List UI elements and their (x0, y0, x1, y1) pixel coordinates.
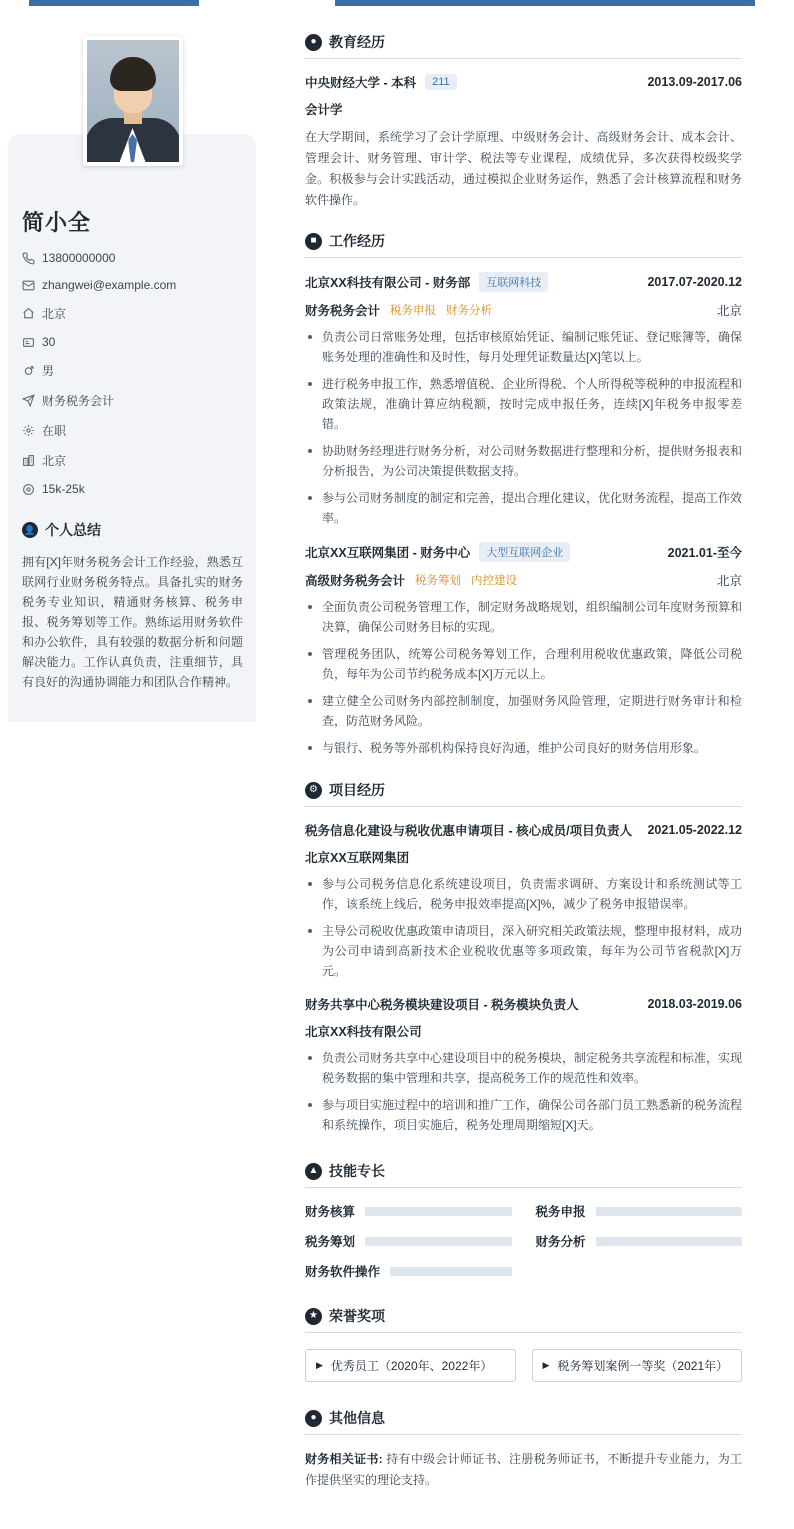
list-item: 建立健全公司财务内部控制制度，加强财务风险管理，定期进行财务审计和检查，防范财务风险。 (305, 691, 742, 731)
briefcase-icon: ■ (305, 233, 322, 250)
contact-home (22, 305, 243, 322)
section-work-header (305, 231, 742, 258)
skill-bar (365, 1237, 511, 1246)
section-honors-header (305, 1306, 742, 1333)
skill-label: 财务分析 (535, 1235, 586, 1249)
work-skill-tag: 税务筹划 (415, 575, 462, 587)
other-text: 持有中级会计师证书、注册税务师证书，不断提升专业能力，为工作提供坚实的理论支持。 (305, 1452, 742, 1487)
section-education-title: 教育经历 (329, 34, 385, 50)
honor-item (305, 1349, 516, 1382)
section-work-title: 工作经历 (329, 233, 385, 249)
section-honors (305, 1306, 742, 1382)
list-item: 与银行、税务等外部机构保持良好沟通，维护公司良好的财务信用形象。 (305, 738, 742, 758)
section-projects-header (305, 780, 742, 807)
project-date: 2018.03-2019.06 (647, 997, 742, 1011)
contact-gender-value: 男 (42, 364, 55, 378)
section-skills-header (305, 1161, 742, 1188)
work-company: 北京XX科技有限公司 - 财务部 (305, 276, 471, 290)
contact-home-value: 北京 (42, 307, 67, 321)
project-entry (305, 821, 742, 981)
list-item: 负责公司日常账务处理，包括审核原始凭证、编制记账凭证、登记账簿等，确保账务处理的准确性和及时性，每月处理凭证数量达[X]笔以上。 (305, 327, 742, 367)
triangle-icon: ▶ (542, 1360, 550, 1370)
contact-salary (22, 482, 243, 496)
project-bullets (305, 874, 742, 981)
section-other-title: 其他信息 (329, 1410, 385, 1426)
work-entry (305, 542, 742, 758)
work-date: 2017.07-2020.12 (647, 275, 742, 289)
position-icon (22, 394, 42, 407)
work-company: 北京XX互联网集团 - 财务中心 (305, 546, 471, 560)
mail-icon (22, 279, 42, 292)
contact-city (22, 452, 243, 469)
project-org: 北京XX互联网集团 (305, 851, 410, 865)
salary-icon (22, 483, 42, 496)
contact-salary-value: 15k-25k (42, 482, 85, 496)
work-date: 2021.01-至今 (667, 546, 742, 560)
home-icon (22, 307, 42, 320)
education-school: 中央财经大学 - 本科 (305, 76, 417, 90)
work-bullets (305, 597, 742, 758)
skill-item (536, 1232, 743, 1250)
list-item: 参与项目实施过程中的培训和推广工作，确保公司各部门员工熟悉新的税务流程和系统操作，项目实施后，税务处理周期缩短[X]天。 (305, 1095, 742, 1135)
skill-item (536, 1202, 743, 1220)
contact-phone-value: 13800000000 (42, 251, 116, 265)
contact-phone (22, 251, 243, 265)
skill-bar (390, 1267, 511, 1276)
sidebar (0, 6, 265, 722)
work-entry (305, 272, 742, 528)
contact-position-value: 财务税务会计 (42, 394, 115, 408)
status-icon (22, 424, 42, 437)
list-item: 主导公司税收优惠政策申请项目，深入研究相关政策法规，整理申报材料，成功为公司申请到高新技术企业税收优惠等多项政策，每年为公司节省税款[X]万元。 (305, 921, 742, 981)
skill-item (305, 1262, 512, 1280)
info-icon: ● (305, 1410, 322, 1427)
list-item: 协助财务经理进行财务分析，对公司财务数据进行整理和分析，提供财务报表和分析报告，为公司决策提供数据支持。 (305, 441, 742, 481)
portrait-photo (87, 40, 179, 162)
work-location: 北京 (716, 304, 742, 318)
section-projects-title: 项目经历 (329, 782, 385, 798)
section-skills (305, 1161, 742, 1280)
skill-label: 财务核算 (305, 1205, 356, 1219)
skill-label: 税务申报 (535, 1205, 586, 1219)
section-other (305, 1408, 742, 1491)
skill-bar (596, 1237, 742, 1246)
list-item: 管理税务团队，统筹公司税务筹划工作，合理利用税收优惠政策，降低公司税负，每年为公司节约税务成本[X]万元以上。 (305, 644, 742, 684)
accent-bar-right (335, 0, 755, 6)
work-skill-tag: 财务分析 (446, 305, 493, 317)
list-item: 参与公司财务制度的制定和完善，提出合理化建议，优化财务流程，提高工作效率。 (305, 488, 742, 528)
education-entry (305, 73, 742, 211)
work-role: 财务税务会计 (305, 304, 381, 318)
main-content (265, 6, 794, 1529)
skill-bar (596, 1207, 742, 1216)
honor-item (532, 1349, 743, 1382)
triangle-icon: ▶ (316, 1360, 323, 1370)
work-location: 北京 (716, 574, 742, 588)
contact-email (22, 278, 243, 292)
skill-item (305, 1202, 512, 1220)
contact-city-value: 北京 (42, 454, 67, 468)
project-date: 2021.05-2022.12 (647, 823, 742, 837)
work-skill-tag: 税务申报 (390, 305, 437, 317)
project-title: 税务信息化建设与税收优惠申请项目 - 核心成员/项目负责人 (305, 824, 633, 838)
award-icon: ★ (305, 1308, 322, 1325)
section-education-header (305, 32, 742, 59)
project-org: 北京XX科技有限公司 (305, 1025, 422, 1039)
work-tag: 大型互联网企业 (479, 542, 570, 562)
honor-label: 优秀员工（2020年、2022年） (330, 1359, 493, 1373)
section-honors-title: 荣誉奖项 (329, 1308, 385, 1324)
education-tag: 211 (425, 74, 457, 90)
city-icon (22, 454, 42, 467)
person-icon: 👤 (22, 522, 38, 538)
phone-icon (22, 252, 42, 265)
section-skills-title: 技能专长 (329, 1163, 385, 1179)
list-item: 负责公司财务共享中心建设项目中的税务模块，制定税务共享流程和标准，实现税务数据的集中管理和共享，提高税务工作的规范性和效率。 (305, 1048, 742, 1088)
id-card-icon (22, 336, 42, 349)
skill-icon: ▲ (305, 1163, 322, 1180)
work-role: 高级财务税务会计 (305, 574, 406, 588)
section-projects (305, 780, 742, 1135)
work-skill-tag: 内控建设 (471, 575, 518, 587)
avatar (83, 36, 183, 166)
graduation-icon: ● (305, 34, 322, 51)
page-title: 简小全 (22, 210, 92, 235)
skill-label: 财务软件操作 (305, 1265, 381, 1279)
other-content (305, 1449, 742, 1491)
contact-list (0, 251, 265, 496)
summary-text: 拥有[X]年财务税务会计工作经验，熟悉互联网行业财务税务特点。具备扎实的财务税务专业知识，精通财务核算、税务申报、税务筹划等工作。熟练运用财务软件和办公软件，具有较强的数据分析和问题解决能力。工作认真负责，注重细节，具有良好的沟通协调能力和团队合作精神。 (22, 555, 243, 689)
project-title: 财务共享中心税务模块建设项目 - 税务模块负责人 (305, 998, 579, 1012)
education-desc: 在大学期间，系统学习了会计学原理、中级财务会计、高级财务会计、成本会计、管理会计、财务管理、审计学、税法等专业课程，成绩优异，多次获得校级奖学金。积极参与会计实践活动，通过模拟企业财务运作，熟悉了会计核算流程和财务软件操作。 (305, 130, 742, 207)
honors-list (305, 1349, 742, 1382)
section-education (305, 32, 742, 211)
contact-gender (22, 362, 243, 379)
contact-position (22, 392, 243, 409)
contact-status (22, 422, 243, 439)
contact-email-value: zhangwei@example.com (42, 278, 177, 292)
summary-heading (0, 520, 265, 540)
contact-status-value: 在职 (42, 424, 67, 438)
work-tag: 互联网科技 (479, 272, 548, 292)
skills-grid (305, 1202, 742, 1280)
list-item: 全面负责公司税务管理工作，制定财务战略规划，组织编制公司年度财务预算和决算，确保公司财务目标的实现。 (305, 597, 742, 637)
gender-icon (22, 364, 42, 377)
project-icon: ⚙ (305, 782, 322, 799)
work-bullets (305, 327, 742, 528)
section-other-header (305, 1408, 742, 1435)
education-date: 2013.09-2017.06 (647, 75, 742, 89)
other-label: 财务相关证书: (305, 1452, 383, 1466)
list-item: 参与公司税务信息化系统建设项目，负责需求调研、方案设计和系统测试等工作，该系统上线后，税务申报效率提高[X]%，减少了税务申报错误率。 (305, 874, 742, 914)
project-bullets (305, 1048, 742, 1135)
contact-age (22, 335, 243, 349)
skill-item (305, 1232, 512, 1250)
skill-bar (365, 1207, 511, 1216)
list-item: 进行税务申报工作，熟悉增值税、企业所得税、个人所得税等税种的申报流程和政策法规，准确计算应纳税额，按时完成申报任务，连续[X]年税务申报零差错。 (305, 374, 742, 434)
honor-label: 税务筹划案例一等奖（2021年） (557, 1359, 729, 1373)
contact-age-value: 30 (42, 335, 56, 349)
project-entry (305, 995, 742, 1135)
summary-title: 个人总结 (45, 522, 101, 538)
section-work (305, 231, 742, 758)
education-major: 会计学 (305, 103, 343, 117)
skill-label: 税务筹划 (305, 1235, 356, 1249)
